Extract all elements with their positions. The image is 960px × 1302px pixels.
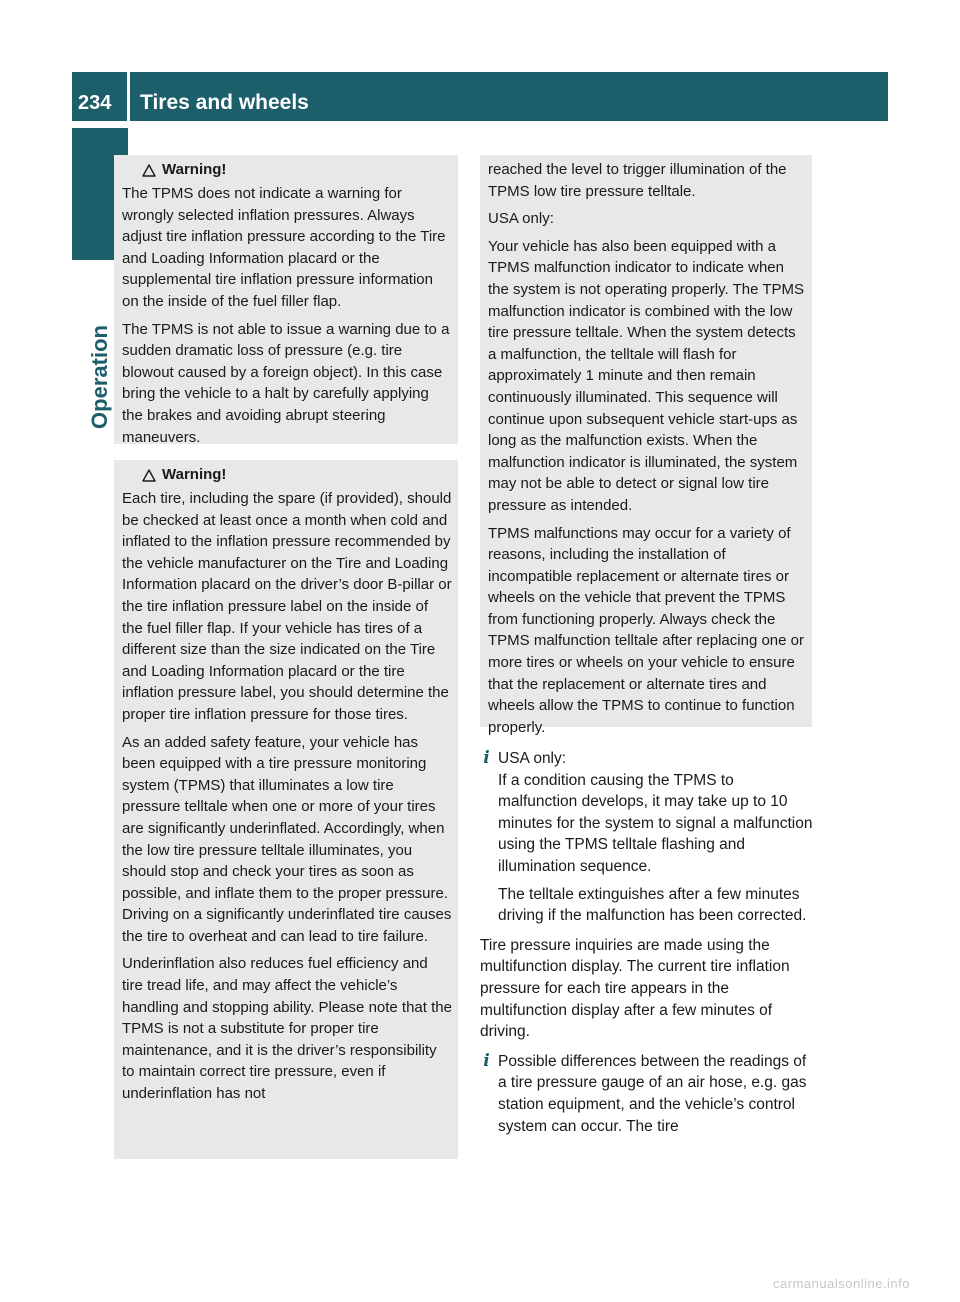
info-note-2 <box>480 1051 814 1137</box>
warning-triangle-icon <box>142 164 156 177</box>
watermark: carmanualsonline.info <box>773 1276 910 1291</box>
warning-heading-label: Warning! <box>162 161 227 179</box>
warning-paragraph: reached the level to trigger illumination of the TPMS low tire pressure telltale. <box>488 161 787 200</box>
warning-triangle-icon <box>142 469 156 482</box>
warning-paragraph: TPMS malfunctions may occur for a variety of reasons, including the installation of incompatible replacement or alternate tires or wheels on the vehicle that prevent the TPMS from functioning properly. Always check the TPMS malfunction telltale after replacing one or more tires or wheels on your vehicle to ensure that the replacement or alternate tires and wheels allow the TPMS to continue to function properly. <box>488 524 804 736</box>
info-icon: i <box>483 1050 490 1071</box>
page-number: 234 <box>78 92 112 114</box>
warning-paragraph: The TPMS is not able to issue a warning due to a sudden dramatic loss of pressure (e.g. tire blowout caused by a foreign object). In this case bring the vehicle to a halt by carefully applying the brakes and avoiding abrupt steering maneuvers. <box>122 320 450 446</box>
info-paragraph: Possible differences between the readings of a tire pressure gauge of an air hose, e.g. gas station equipment, and the vehicle’s control system can occur. The tire <box>498 1052 807 1135</box>
warning-box-1 <box>114 155 458 444</box>
info-icon: i <box>483 748 490 769</box>
warning-paragraph: Your vehicle has also been equipped with a TPMS malfunction indicator to indicate when the system is not operating properly. The TPMS malfunction indicator is combined with the low tire pressure telltale. When the system detects a malfunction, the telltale will flash for approximately 1 minute and then remain continuously illuminated. This sequence will continue upon subsequent vehicle start-ups as long as the malfunction exists. When the malfunction indicator is illuminated, the system may not be able to detect or signal low tire pressure as intended. <box>488 237 804 514</box>
right-column <box>480 748 814 1145</box>
header-divider <box>127 72 130 121</box>
warning-heading <box>122 159 452 181</box>
warning-heading-label: Warning! <box>162 466 227 484</box>
info-paragraph: The telltale extinguishes after a few minutes driving if the malfunction has been corrected. <box>498 885 807 925</box>
warning-paragraph: Each tire, including the spare (if provided), should be checked at least once a month when cold and inflated to the inflation pressure recommended by the vehicle manufacturer on the Tire and Loading Information placard on the driver’s door B-pillar or the tire inflation pressure label on the inside of the fuel filler flap. If your vehicle has tires of a different size than the size indicated on the Tire and Loading Information placard or the tire inflation pressure label, you should determine the proper tire inflation pressure for those tires. <box>122 490 452 723</box>
warning-paragraph: USA only: <box>488 210 554 228</box>
warning-box-2 <box>114 460 458 1159</box>
info-note-1 <box>480 748 814 927</box>
warning-box-2-continued <box>480 155 812 736</box>
body-paragraph: Tire pressure inquiries are made using the multifunction display. The current tire inflation pressure for each tire appears in the multifunction display after a few minutes of driving. <box>480 936 790 1041</box>
warning-paragraph: The TPMS does not indicate a warning for wrongly selected inflation pressures. Always adjust tire inflation pressure according to the Tire and Loading Information placard or the supplemental tire inflation pressure information on the inside of the fuel filler flap. <box>122 185 446 310</box>
info-paragraph: USA only: If a condition causing the TPMS to malfunction develops, it may take up to 10 minutes for the system to signal a malfunction using the TPMS telltale flashing and illumination sequence. <box>498 750 813 875</box>
warning-heading <box>122 464 452 486</box>
warning-paragraph: Underinflation also reduces fuel efficiency and tire tread life, and may affect the vehicle’s handling and stopping ability. Please note that the TPMS is not a substitute for proper tire maintenance, and it is the driver’s responsibility to maintain correct tire pressure, even if underinflation has not <box>122 955 452 1103</box>
warning-paragraph: As an added safety feature, your vehicle has been equipped with a tire pressure monitoring system (TPMS) that illuminates a low tire pressure telltale when one or more of your tires are significantly underinflated. Accordingly, when the low tire pressure telltale illuminates, you should stop and check your tires as soon as possible, and inflate them to the proper pressure. Driving on a significantly underinflated tire causes the tire to overheat and can lead to tire failure. <box>122 733 452 945</box>
page-title: Tires and wheels <box>140 91 309 114</box>
section-tab-label: Operation <box>87 325 112 429</box>
